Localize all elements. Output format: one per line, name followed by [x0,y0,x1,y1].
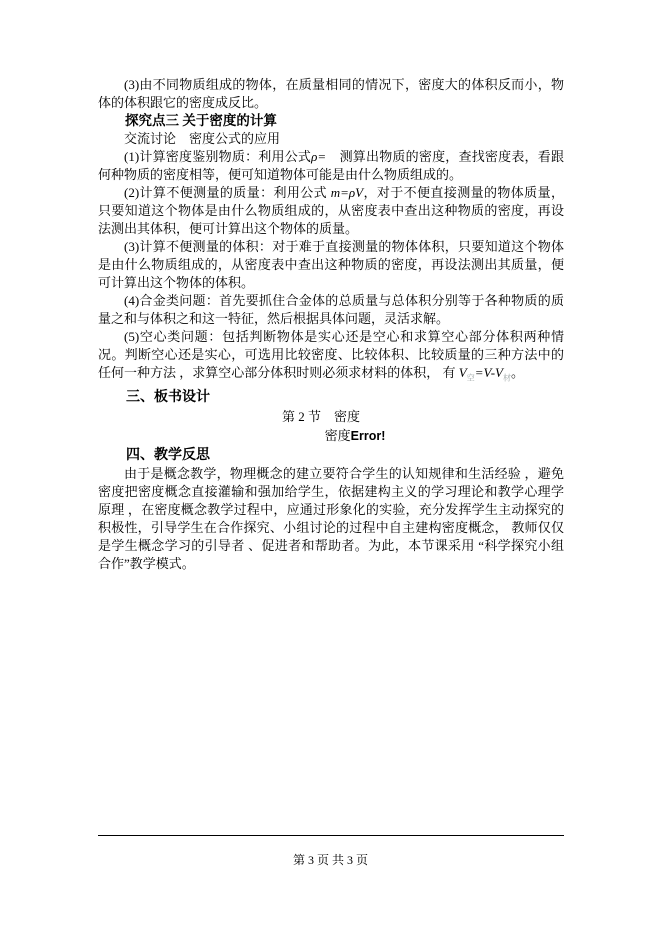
paragraph-text: (1)计算密度鉴别物质：利用公式 [124,149,312,164]
paragraph-mass-calculation [98,184,564,238]
paragraph-intro-3: (3)由不同物质组成的物体，在质量相同的情况下，密度大的体积反而小，物体的体积跟它的密度成反比。 [98,77,564,110]
paragraph-text: (2)计算不便测量的质量：利用公式 [124,185,331,200]
board-title-line: 第 2 节 密度 [281,408,360,424]
page-number: 第 3 页 共 3 页 [292,853,368,867]
formula-subscript-hollow: 空 [466,373,475,383]
heading-teaching-reflection: 四、教学反思 [126,447,210,463]
board-density-label: 密度 [324,427,351,443]
heading-explore-point-3: 探究点三 关于密度的计算 [125,113,277,128]
paragraph-volume-calculation: (3)计算不便测量的体积：对于难于直接测量的物体体积，只要知道这个物体是由什么物质组成的，从密度表中查出这种物质的密度，再设法测出其质量，便可计算出这个物体的体积。 [98,239,564,290]
paragraph-hollow-problems [98,328,564,388]
formula-mass: m=ρV [330,185,364,200]
formula-v-hollow: V [458,365,467,380]
heading-board-design: 三、板书设计 [126,389,210,405]
formula-subscript-material: 材 [503,373,511,383]
field-error-text: Error! [350,428,386,443]
footer-divider [98,835,564,836]
paragraph-text: (5)空心类问题：包括判断物体是实心还是空心和求算空心部分体积两种情况。判断空心还是实心，可选用比较密度、比较体积、比较质量的三种方法中的任何一种方法 ，求算空心部分体积时则必须求材料的体积， 有 [98,329,564,380]
document-body [98,76,564,573]
paragraph-text: 测算出物质的密度，查找密度表，看跟何种物质的密度相等，便可知道物体可能是由什么物质组成的。 [98,149,564,182]
paragraph-density-identify [98,148,564,184]
board-density-line [109,426,575,446]
paragraph-text: 。 [511,365,525,380]
paragraph-reflection: 由于是概念教学，物理概念的建立要符合学生的认知规律和生活经验 ，避免密度把密度概念直接灌输和强加给学生，依据建构主义的学习理论和教学心理学原理 ，在密度概念教学过程中，应通过形象化的实验，充分发挥学生主动探究的积极性，引导学生在合作探究、小组讨论的过程中自主建构密度概念， 教师仅仅是学生概念学习的引导者 、促进者和帮助者。为此，本节课采用 “科学探究小组合作”教学模式。 [98,465,564,571]
paragraph-discussion: 交流讨论 密度公式的应用 [124,131,281,146]
paragraph-text: ，对于不便直接测量的物体质量，只要知道这个物体是由什么物质组成的，从密度表中查出这种物质的密度，再设法测出其体积，便可计算出这个物体的质量。 [98,185,564,236]
paragraph-alloy-problems: (4)合金类问题：首先要抓住合金体的总质量与总体积分别等于各种物质的质量之和与体积之和这一特征，然后根据具体问题，灵活求解。 [98,293,564,326]
formula-v-equation: =V-V [474,365,503,380]
formula-rho: ρ= [311,149,327,164]
